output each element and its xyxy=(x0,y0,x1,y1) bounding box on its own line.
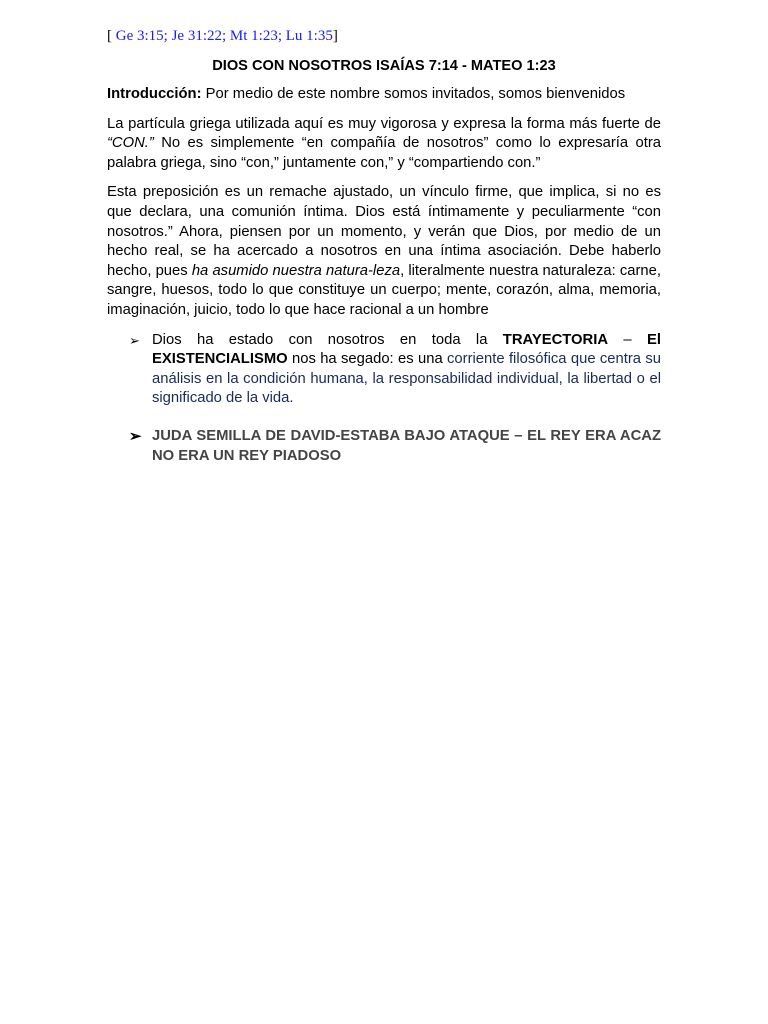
bracket-close: ] xyxy=(332,28,338,44)
intro-label: Introducción: xyxy=(107,86,202,102)
bullet-item-trayectoria xyxy=(107,331,661,409)
intro-paragraph xyxy=(107,85,661,105)
paragraph-2 xyxy=(107,183,661,320)
arrow-bullet-icon: ➢ xyxy=(129,427,142,445)
intro-text: Por medio de este nombre somos invitados, somos bienvenidos xyxy=(201,86,626,102)
page-content xyxy=(107,26,661,466)
paragraph-2-part2: , literalmente nuestra naturaleza: carne, sangre, huesos, todo lo que constituye un cuerpo; mente, corazón, alma, memoria, imaginación, juicio, todo lo que hace racional a un hombre xyxy=(107,262,661,318)
paragraph-2-italic: ha asumido nuestra natura-leza xyxy=(191,262,401,279)
bullet-1-bold2: El EXISTENCIALISMO xyxy=(152,331,661,368)
bullet-1-text1: Dios ha estado con nosotros en toda la xyxy=(152,331,503,348)
bullet-item-juda xyxy=(107,427,661,466)
reference-link[interactable]: Ge 3:15; Je 31:22; Mt 1:23; Lu 1:35 xyxy=(115,28,333,44)
document-title: DIOS CON NOSOTROS ISAÍAS 7:14 - MATEO 1:23 xyxy=(212,58,556,74)
arrow-bullet-icon: ➢ xyxy=(129,332,140,348)
bullet-1-dash: – xyxy=(608,331,648,348)
bullet-list xyxy=(107,331,661,467)
paragraph-1-emphasis: “CON.” xyxy=(107,135,154,152)
paragraph-1-part1: La partícula griega utilizada aquí es muy vigorosa y expresa la forma más fuerte de xyxy=(107,115,661,132)
paragraph-2-part1: Esta preposición es un remache ajustado, un vínculo firme, que implica, si no es que declara, una comunión íntima. Dios está íntimamente y peculiarmente “con nosotros.” Ahora, piensen por un momento, y verán que Dios, por medio de un hecho real, se ha acercado a nosotros en una íntima asociación. Debe haberlo hecho, pues xyxy=(107,184,661,279)
paragraph-1-part2: No es simplemente “en compañía de nosotros” como lo expresaría otra palabra griega, sino “con,” juntamente con,” y “compartiendo con.” xyxy=(107,135,661,171)
bullet-2-text: JUDA SEMILLA DE DAVID-ESTABA BAJO ATAQUE – EL REY ERA ACAZ NO ERA UN REY PIADOSO xyxy=(152,427,661,464)
bracket-open: [ xyxy=(107,28,112,44)
bullet-1-bold1: TRAYECTORIA xyxy=(502,331,609,348)
bullet-1-text2: nos ha segado: es una xyxy=(287,351,448,368)
bullet-1-definition: corriente filosófica que centra su análisis en la condición humana, la responsabilidad individual, la libertad o el significado de la vida. xyxy=(152,351,661,407)
scripture-references xyxy=(107,26,661,46)
paragraph-1 xyxy=(107,115,661,174)
